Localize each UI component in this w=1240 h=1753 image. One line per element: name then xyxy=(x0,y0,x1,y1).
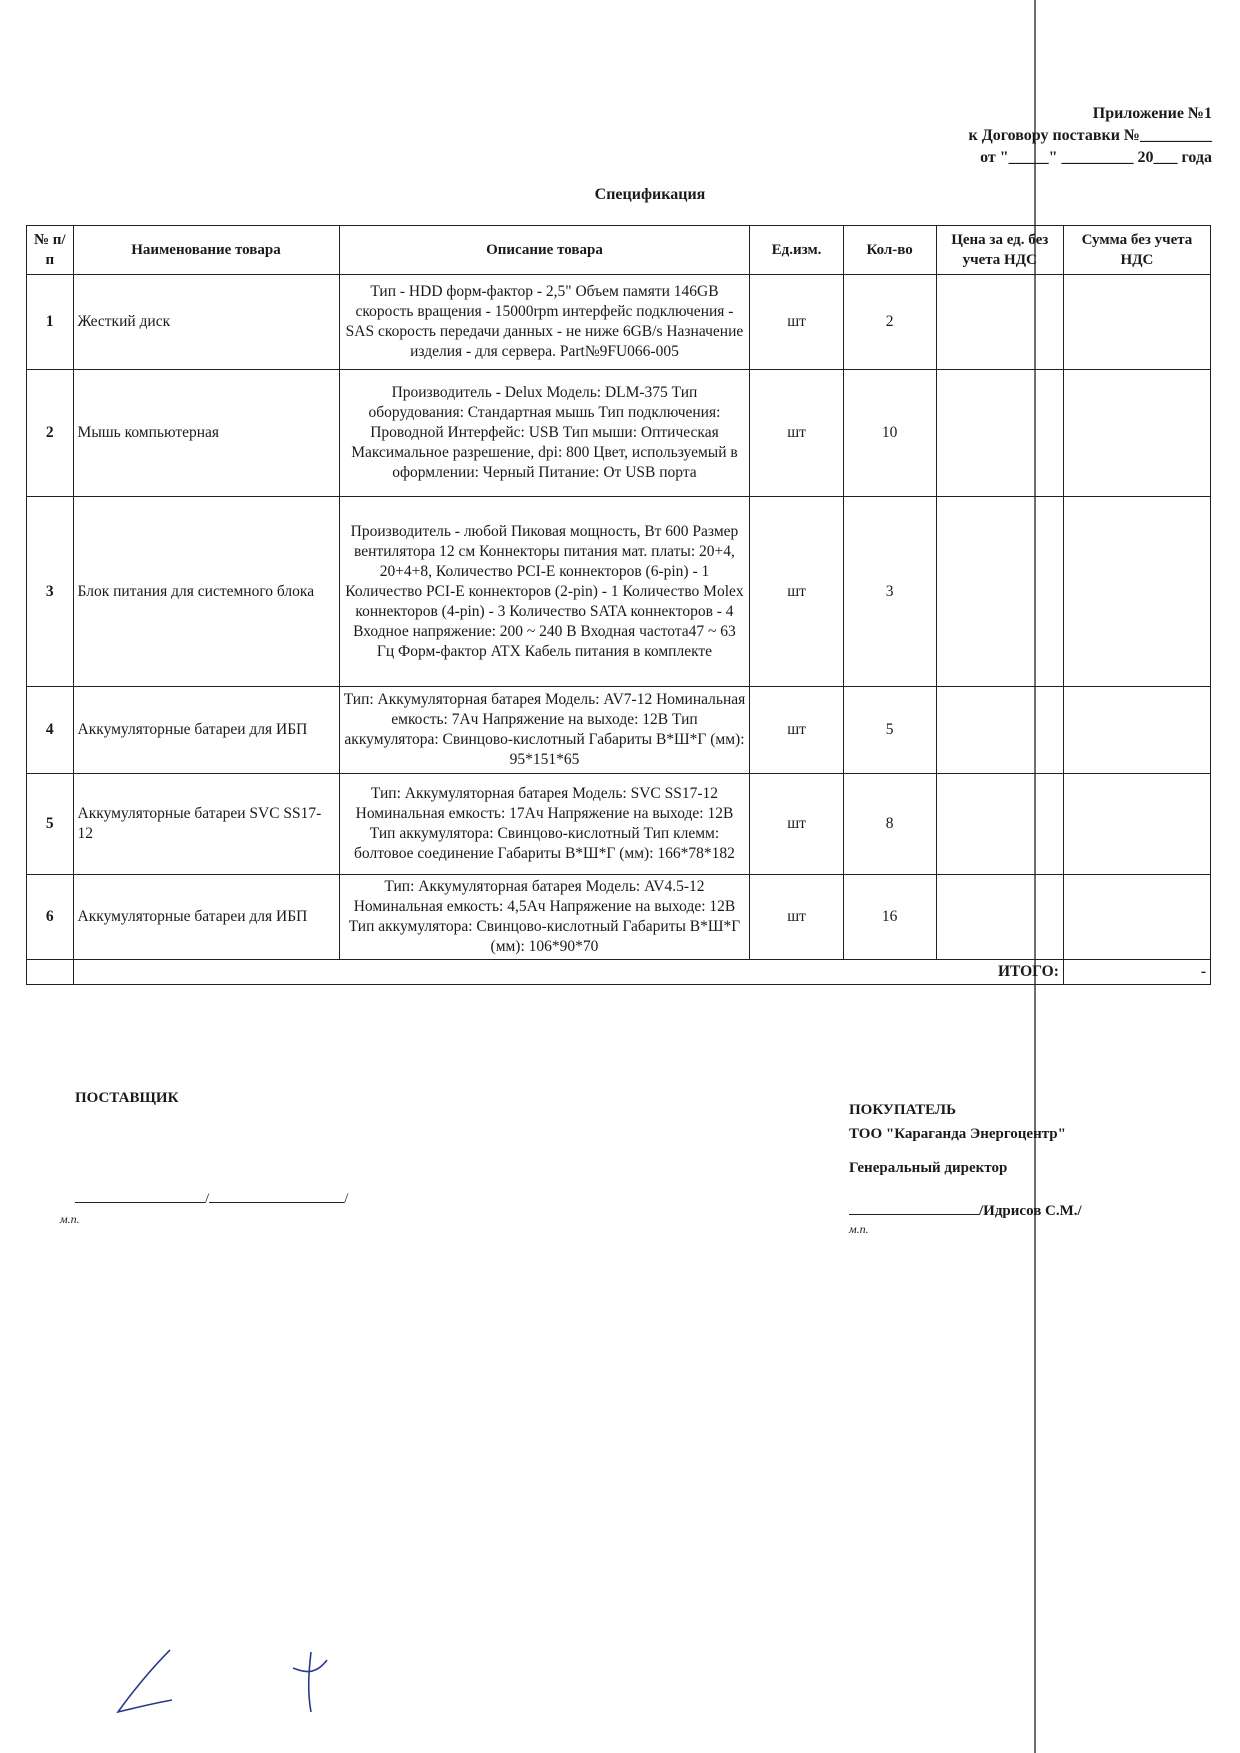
item-quantity: 5 xyxy=(843,687,936,774)
item-sum-cell xyxy=(1063,275,1210,370)
table-row xyxy=(27,774,1211,875)
item-unit: шт xyxy=(750,275,843,370)
item-description: Производитель - любой Пиковая мощность, Вт 600 Размер вентилятора 12 см Коннекторы питания мат. платы: 20+4, 20+4+8, Количество PCI-E коннекторов (6-pin) - 1 Количество PCI-E коннекторов (2-pin) - 1 Количество Molex коннекторов (4-pin) - 3 Количество SATA коннекторов - 4 Входное напряжение: 200 ~ 240 В Входная частота47 ~ 63 Гц Форм-фактор ATX Кабель питания в комплекте xyxy=(339,497,750,687)
item-unit: шт xyxy=(750,687,843,774)
table-row xyxy=(27,497,1211,687)
item-description: Тип: Аккумуляторная батарея Модель: SVC SS17-12 Номинальная емкость: 17Ач Напряжение на выходе: 12В Тип аккумулятора: Свинцово-кислотный Тип клемм: болтовое соединение Габариты В*Ш*Г (мм): 166*78*182 xyxy=(339,774,750,875)
handwritten-cross-mark xyxy=(285,1650,335,1720)
item-description: Производитель - Delux Модель: DLM-375 Тип оборудования: Стандартная мышь Тип подключения: Проводной Интерфейс: USB Тип мыши: Оптическая Максимальное разрешение, dpi: 800 Цвет, используемый в оформлении: Черный Питание: От USB порта xyxy=(339,370,750,497)
item-price-cell xyxy=(936,497,1063,687)
item-name: Жесткий диск xyxy=(73,275,339,370)
table-header-row xyxy=(27,226,1211,275)
column-header-description: Описание товара xyxy=(339,226,750,275)
row-number: 6 xyxy=(27,875,74,960)
item-sum-cell xyxy=(1063,370,1210,497)
contract-reference: к Договору поставки №_________ xyxy=(968,127,1212,144)
row-number: 2 xyxy=(27,370,74,497)
total-label: ИТОГО: xyxy=(73,960,1063,985)
page-title: Спецификация xyxy=(594,186,706,203)
buyer-role: Генеральный директор xyxy=(849,1160,1008,1176)
table-row xyxy=(27,370,1211,497)
item-price-cell xyxy=(936,687,1063,774)
item-unit: шт xyxy=(750,774,843,875)
appendix-header xyxy=(969,103,1212,169)
buyer-signature-blank xyxy=(849,1200,979,1215)
row-number: 4 xyxy=(27,687,74,774)
supplier-title: ПОСТАВЩИК xyxy=(75,1090,179,1106)
buyer-signatory: /Идрисов С.М./ xyxy=(979,1203,1082,1219)
supplier-signature-blank xyxy=(75,1188,205,1203)
item-name: Блок питания для системного блока xyxy=(73,497,339,687)
item-unit: шт xyxy=(750,497,843,687)
column-header-quantity: Кол-во xyxy=(843,226,936,275)
appendix-number: Приложение №1 xyxy=(1092,105,1212,122)
item-quantity: 8 xyxy=(843,774,936,875)
buyer-organization: ТОО "Караганда Энергоцентр" xyxy=(849,1126,1066,1142)
supplier-signature-line xyxy=(75,1188,348,1208)
handwritten-initial-mark xyxy=(110,1640,180,1720)
item-name: Мышь компьютерная xyxy=(73,370,339,497)
row-number: 3 xyxy=(27,497,74,687)
table-row xyxy=(27,875,1211,960)
table-row xyxy=(27,687,1211,774)
item-unit: шт xyxy=(750,875,843,960)
row-number: 1 xyxy=(27,275,74,370)
supplier-name-blank xyxy=(209,1188,344,1203)
row-number: 5 xyxy=(27,774,74,875)
item-price-cell xyxy=(936,774,1063,875)
total-value: - xyxy=(1063,960,1210,985)
column-header-price: Цена за ед. без учета НДС xyxy=(936,226,1063,275)
item-quantity: 10 xyxy=(843,370,936,497)
item-quantity: 16 xyxy=(843,875,936,960)
column-header-number: № п/п xyxy=(27,226,74,275)
column-header-unit: Ед.изм. xyxy=(750,226,843,275)
item-price-cell xyxy=(936,275,1063,370)
item-sum-cell xyxy=(1063,497,1210,687)
total-row xyxy=(27,960,1211,985)
item-sum-cell xyxy=(1063,687,1210,774)
item-price-cell xyxy=(936,370,1063,497)
buyer-block xyxy=(849,1098,1066,1146)
item-description: Тип: Аккумуляторная батарея Модель: AV7-12 Номинальная емкость: 7Ач Напряжение на выходе: 12В Тип аккумулятора: Свинцово-кислотный Габариты В*Ш*Г (мм): 95*151*65 xyxy=(339,687,750,774)
item-sum-cell xyxy=(1063,774,1210,875)
item-name: Аккумуляторные батареи для ИБП xyxy=(73,687,339,774)
contract-date: от "_____" _________ 20___ года xyxy=(980,149,1212,166)
specification-table xyxy=(26,225,1211,985)
item-name: Аккумуляторные батареи для ИБП xyxy=(73,875,339,960)
total-row-empty-cell xyxy=(27,960,74,985)
item-unit: шт xyxy=(750,370,843,497)
table-row xyxy=(27,275,1211,370)
buyer-signature-line xyxy=(849,1200,1082,1220)
item-sum-cell xyxy=(1063,875,1210,960)
item-quantity: 2 xyxy=(843,275,936,370)
item-quantity: 3 xyxy=(843,497,936,687)
column-header-sum: Сумма без учета НДС xyxy=(1063,226,1210,275)
supplier-sign-separator: / xyxy=(205,1191,210,1207)
item-description: Тип: Аккумуляторная батарея Модель: AV4.5-12 Номинальная емкость: 4,5Ач Напряжение на выходе: 12В Тип аккумулятора: Свинцово-кислотный Габариты В*Ш*Г (мм): 106*90*70 xyxy=(339,875,750,960)
column-header-name: Наименование товара xyxy=(73,226,339,275)
item-price-cell xyxy=(936,875,1063,960)
supplier-stamp-label: м.п. xyxy=(60,1212,80,1226)
item-name: Аккумуляторные батареи SVC SS17-12 xyxy=(73,774,339,875)
buyer-title: ПОКУПАТЕЛЬ xyxy=(849,1102,957,1118)
supplier-sign-separator-end: / xyxy=(344,1191,349,1207)
buyer-stamp-label: м.п. xyxy=(849,1222,869,1236)
item-description: Тип - HDD форм-фактор - 2,5" Объем памяти 146GB скорость вращения - 15000rpm интерфейс подключения - SAS скорость передачи данных - не ниже 6GB/s Назначение изделия - для сервера. Part№9FU066-005 xyxy=(339,275,750,370)
